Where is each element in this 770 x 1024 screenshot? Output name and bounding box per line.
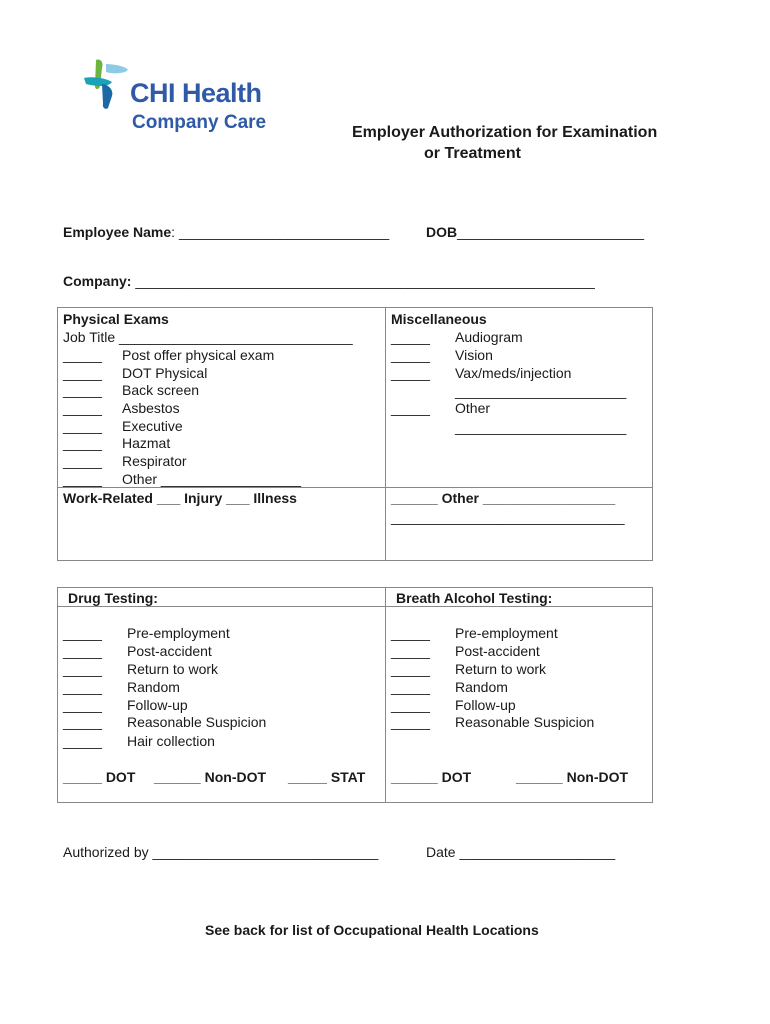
misc-item: Vax/meds/injection (455, 365, 572, 381)
misc-item: Audiogram (455, 329, 523, 345)
company-label: Company: (63, 273, 132, 289)
drug-item: Follow-up (127, 697, 188, 713)
checkbox-blank[interactable]: _____ (63, 714, 102, 730)
drug-testing-heading: Drug Testing: (68, 590, 158, 606)
physical-item: Asbestos (122, 400, 180, 416)
employee-name-blank: : ___________________________ (171, 224, 390, 240)
chi-health-logo (82, 56, 282, 136)
checkbox-blank[interactable]: _____ (63, 400, 102, 416)
checkbox-blank[interactable]: _____ (63, 625, 102, 641)
misc-item: Vision (455, 347, 493, 363)
employee-name-field[interactable] (63, 224, 389, 240)
dob-field[interactable] (426, 224, 644, 240)
logo-text-company-care: Company Care (132, 112, 267, 133)
physical-item: Executive (122, 418, 183, 434)
checkbox-blank[interactable]: _____ (63, 471, 102, 487)
checkbox-blank[interactable]: _____ (391, 714, 430, 730)
checkbox-blank[interactable]: _____ (391, 625, 430, 641)
checkbox-blank[interactable]: _____ (63, 661, 102, 677)
physical-item: DOT Physical (122, 365, 208, 381)
drug-item: Hair collection (127, 733, 215, 749)
checkbox-blank[interactable]: _____ (391, 400, 430, 416)
breath-alcohol-heading: Breath Alcohol Testing: (396, 590, 553, 606)
job-title-field[interactable]: Job Title ______________________________ (63, 329, 353, 345)
physical-item: Post offer physical exam (122, 347, 275, 363)
drug-dot-option[interactable]: _____ DOT (63, 769, 136, 785)
company-blank: ___________________________________________________________ (131, 273, 595, 289)
checkbox-blank[interactable]: _____ (391, 643, 430, 659)
physical-exams-heading: Physical Exams (63, 311, 169, 327)
breath-dot-option[interactable]: ______ DOT (391, 769, 472, 785)
breath-item: Random (455, 679, 508, 695)
checkbox-blank[interactable]: _____ (391, 329, 430, 345)
misc-other2-line[interactable]: ______________________________ (391, 509, 625, 525)
checkbox-blank[interactable]: _____ (391, 661, 430, 677)
back-page-note: See back for list of Occupational Health Locations (205, 922, 539, 938)
checkbox-blank[interactable]: _____ (63, 697, 102, 713)
checkbox-blank[interactable]: _____ (63, 643, 102, 659)
breath-item: Post-accident (455, 643, 540, 659)
testing-box-divider (385, 587, 386, 803)
breath-item: Return to work (455, 661, 547, 677)
date-field[interactable]: Date ____________________ (426, 844, 616, 860)
employee-name-label: Employee Name (63, 224, 172, 240)
company-field[interactable] (63, 273, 595, 289)
vax-detail-blank[interactable]: ______________________ (455, 383, 627, 399)
dob-label: DOB (426, 224, 458, 240)
checkbox-blank[interactable]: _____ (63, 435, 102, 451)
form-title-line2: or Treatment (424, 145, 521, 162)
breath-nondot-option[interactable]: ______ Non-DOT (516, 769, 629, 785)
drug-item: Post-accident (127, 643, 212, 659)
logo-text-chi-health: CHI Health (130, 78, 262, 108)
logo-mark-icon (82, 56, 130, 112)
checkbox-blank[interactable]: _____ (391, 347, 430, 363)
checkbox-blank[interactable]: _____ (63, 453, 102, 469)
physical-item: Other __________________ (122, 471, 302, 487)
breath-item: Reasonable Suspicion (455, 714, 595, 730)
checkbox-blank[interactable]: _____ (63, 382, 102, 398)
misc-other-blank[interactable]: ______________________ (455, 419, 627, 435)
miscellaneous-heading: Miscellaneous (391, 311, 487, 327)
misc-other2-field[interactable]: ______ Other _________________ (391, 490, 616, 506)
dob-blank: ________________________ (457, 224, 644, 240)
drug-item: Reasonable Suspicion (127, 714, 267, 730)
drug-item: Pre-employment (127, 625, 230, 641)
misc-other-label: Other (455, 400, 491, 416)
form-title-line1: Employer Authorization for Examination (352, 124, 658, 141)
checkbox-blank[interactable]: _____ (63, 365, 102, 381)
drug-stat-option[interactable]: _____ STAT (288, 769, 366, 785)
checkbox-blank[interactable]: _____ (391, 697, 430, 713)
physical-item: Back screen (122, 382, 200, 398)
checkbox-blank[interactable]: _____ (63, 347, 102, 363)
checkbox-blank[interactable]: _____ (391, 365, 430, 381)
authorized-by-field[interactable]: Authorized by _____________________________ (63, 844, 379, 860)
checkbox-blank[interactable]: _____ (63, 418, 102, 434)
drug-item: Return to work (127, 661, 219, 677)
breath-item: Follow-up (455, 697, 516, 713)
checkbox-blank[interactable]: _____ (391, 679, 430, 695)
breath-item: Pre-employment (455, 625, 558, 641)
checkbox-blank[interactable]: _____ (63, 679, 102, 695)
checkbox-blank[interactable]: _____ (63, 733, 102, 749)
physical-item: Respirator (122, 453, 187, 469)
physical-item: Hazmat (122, 435, 171, 451)
exam-box-divider (385, 307, 386, 561)
drug-nondot-option[interactable]: ______ Non-DOT (154, 769, 267, 785)
drug-item: Random (127, 679, 180, 695)
work-related-field[interactable]: Work-Related ___ Injury ___ Illness (63, 490, 297, 506)
